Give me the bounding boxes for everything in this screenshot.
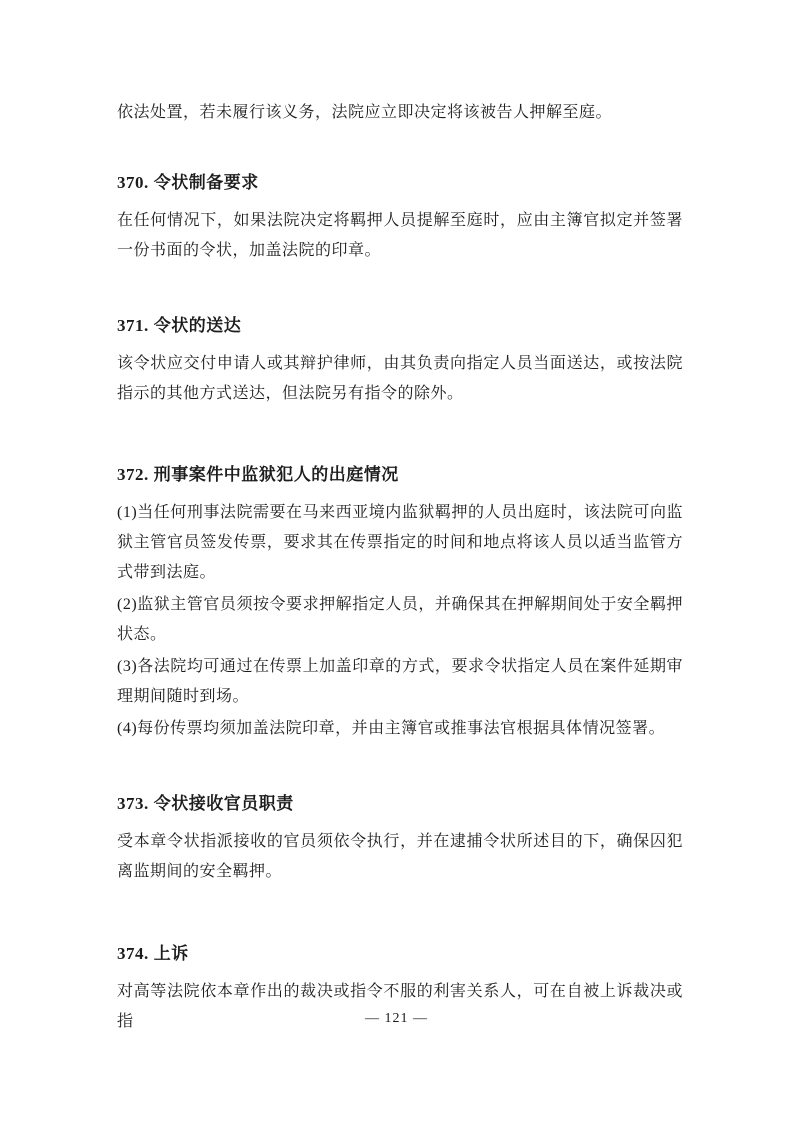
document-section xyxy=(117,789,683,887)
section-heading xyxy=(117,311,683,341)
intro-paragraph: 依法处置，若未履行该义务，法院应立即决定将该被告人押解至庭。 xyxy=(117,104,613,121)
document-section xyxy=(117,168,683,266)
section-paragraph: 在任何情况下，如果法院决定将羁押人员提解至庭时，应由主簿官拟定并签署一份书面的令状，加盖法院的印章。 xyxy=(117,212,683,259)
document-section xyxy=(117,460,683,744)
section-number: 370. xyxy=(117,173,149,192)
section-title: 刑事案件中监狱犯人的出庭情况 xyxy=(153,465,399,484)
sections-container xyxy=(117,168,683,1037)
section-number: 371. xyxy=(117,316,149,335)
page-number: — 121 — xyxy=(365,1011,428,1026)
section-paragraph: (1)当任何刑事法院需要在马来西亚境内监狱羁押的人员出庭时，该法院可向监狱主管官员签发传票，要求其在传票指定的时间和地点将该人员以适当监管方式带到法庭。 xyxy=(117,504,683,581)
section-number: 373. xyxy=(117,794,149,813)
section-heading xyxy=(117,168,683,198)
section-title: 上诉 xyxy=(153,944,189,963)
section-heading xyxy=(117,460,683,490)
section-title: 令状接收官员职责 xyxy=(153,794,294,813)
section-paragraph: 受本章令状指派接收的官员须依令执行，并在逮捕令状所述目的下，确保囚犯离监期间的安全羁押。 xyxy=(117,833,683,880)
document-section xyxy=(117,311,683,409)
section-number: 372. xyxy=(117,465,149,484)
section-paragraph: 对高等法院依本章作出的裁决或指令不服的利害关系人，可在自被上诉裁决或指 xyxy=(117,983,683,1030)
section-heading xyxy=(117,789,683,819)
section-heading xyxy=(117,939,683,969)
section-title: 令状的送达 xyxy=(153,316,242,335)
section-paragraph: (2)监狱主管官员须按令要求押解指定人员，并确保其在押解期间处于安全羁押状态。 xyxy=(117,596,683,643)
section-title: 令状制备要求 xyxy=(153,173,259,192)
section-paragraph: 该令状应交付申请人或其辩护律师，由其负责向指定人员当面送达，或按法院指示的其他方式送达，但法院另有指令的除外。 xyxy=(117,355,683,402)
section-number: 374. xyxy=(117,944,149,963)
section-paragraph: (4)每份传票均须加盖法院印章，并由主簿官或推事法官根据具体情况签署。 xyxy=(117,720,666,737)
section-paragraph: (3)各法院均可通过在传票上加盖印章的方式，要求令状指定人员在案件延期审理期间随时到场。 xyxy=(117,658,683,705)
